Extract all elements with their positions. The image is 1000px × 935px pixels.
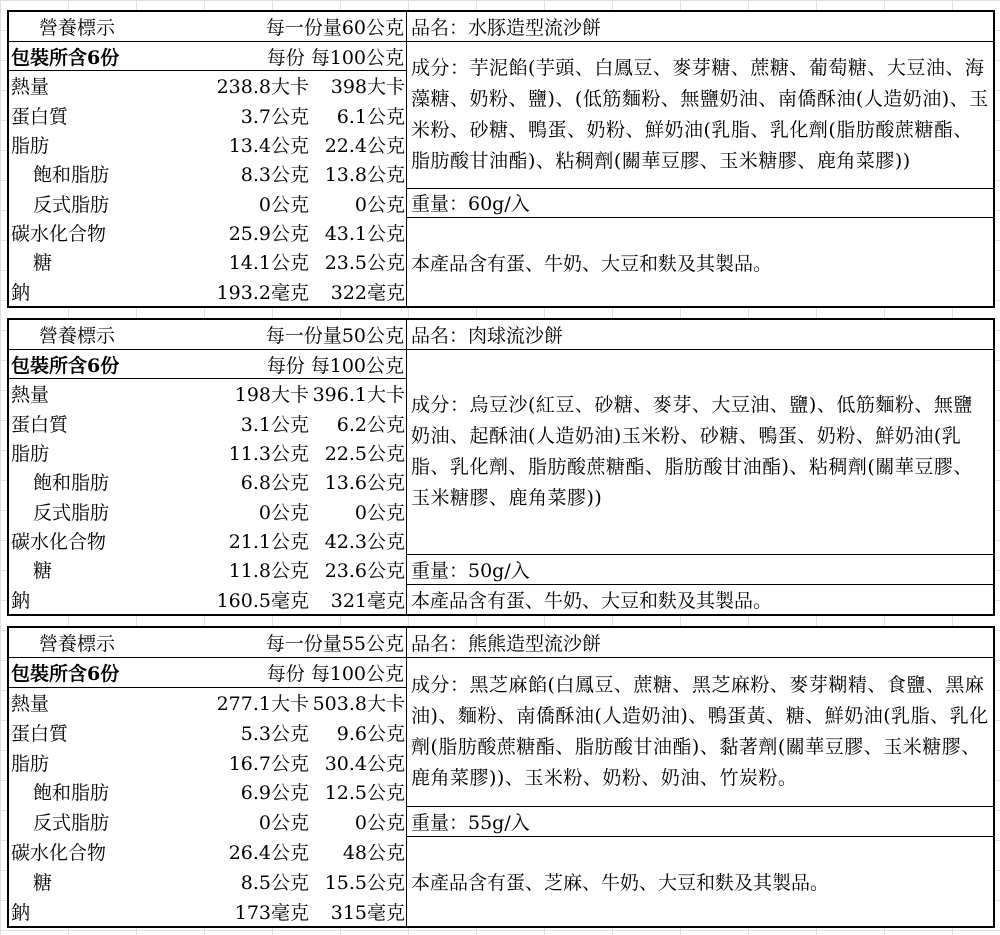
nutrient-per-100g: 315毫克 — [330, 901, 405, 924]
nutrient-per-serving: 6.9公克 — [240, 782, 309, 805]
serving-size: 每一份量55公克 — [265, 633, 404, 655]
label-grid — [9, 12, 993, 306]
per-serving-per-100g: 每份 每100公克 — [266, 354, 404, 377]
nutrient-per-100g: 23.5公克 — [324, 252, 405, 275]
product-name: 品名：肉球流沙餅 — [407, 320, 993, 350]
nutrient-label: 碳水化合物 — [11, 531, 107, 554]
nutrition-header-row — [9, 320, 407, 350]
nutrient-per-100g: 9.6公克 — [336, 722, 405, 745]
nutrient-per-100g: 321毫克 — [330, 589, 405, 612]
nutrient-row — [9, 159, 407, 188]
nutrient-row — [9, 718, 407, 748]
nutrient-per-100g: 43.1公克 — [324, 223, 405, 246]
nutrient-row — [9, 218, 407, 247]
nutrient-per-serving: 5.3公克 — [240, 722, 309, 745]
nutrient-label: 蛋白質 — [11, 413, 69, 436]
nutrient-row — [9, 379, 407, 408]
nutrient-per-100g: 22.5公克 — [324, 443, 405, 466]
nutrient-row — [9, 837, 407, 867]
nutrient-per-serving: 11.8公克 — [228, 560, 309, 583]
nutrient-per-100g: 15.5公克 — [324, 871, 405, 894]
nutrient-per-serving: 13.4公克 — [228, 135, 309, 158]
nutrient-per-100g: 0公克 — [354, 812, 405, 835]
nutrient-row — [9, 555, 407, 584]
nutrient-label: 反式脂肪 — [33, 501, 110, 524]
nutrient-per-100g: 23.6公克 — [324, 560, 405, 583]
ingredients-text: 成分：芋泥餡(芋頭、白鳳豆、麥芽糖、蔗糖、葡萄糖、大豆油、海藻糖、奶粉、鹽)、(低筋麵粉、無鹽奶油、南僑酥油(人造奶油)、玉米粉、砂糖、鴨蛋、奶粉、鮮奶油(乳脂、乳化劑(脂肪酸蔗糖酯、脂肪酸甘油酯)、粘稠劑(關華豆膠、玉米糖膠、鹿角菜膠)) — [407, 42, 993, 189]
nutrition-label-block — [7, 626, 995, 928]
nutrient-per-serving: 8.5公克 — [240, 871, 309, 894]
nutrient-per-serving: 6.8公克 — [240, 472, 309, 495]
package-servings-row — [9, 350, 407, 379]
package-servings-row — [9, 658, 407, 688]
nutrient-label: 蛋白質 — [11, 722, 69, 745]
nutrient-label: 脂肪 — [11, 443, 50, 466]
nutrient-label: 熱量 — [11, 693, 50, 716]
nutrient-per-serving: 21.1公克 — [228, 531, 309, 554]
nutrient-row — [9, 277, 407, 306]
nutrient-label: 反式脂肪 — [33, 193, 110, 216]
nutrient-label: 鈉 — [11, 901, 31, 924]
label-grid — [9, 320, 993, 614]
nutrition-title: 營養標示 — [39, 325, 116, 347]
nutrition-header-row — [9, 628, 407, 658]
nutrient-label: 糖 — [33, 560, 53, 583]
nutrient-row — [9, 130, 407, 159]
nutrient-per-100g: 396.1大卡 — [312, 384, 405, 407]
nutrient-row — [9, 747, 407, 777]
nutrient-per-serving: 14.1公克 — [228, 252, 309, 275]
nutrient-per-serving: 277.1大卡 — [216, 693, 309, 716]
nutrient-per-100g: 503.8大卡 — [312, 693, 405, 716]
nutrient-row — [9, 71, 407, 100]
per-serving-per-100g: 每份 每100公克 — [266, 662, 404, 685]
nutrient-per-100g: 30.4公克 — [324, 752, 405, 775]
product-name: 品名：水豚造型流沙餅 — [407, 12, 993, 42]
nutrient-row — [9, 896, 407, 926]
nutrient-per-100g: 6.2公克 — [336, 413, 405, 436]
nutrient-row — [9, 688, 407, 718]
ingredients-text: 成分：黑芝麻餡(白鳳豆、蔗糖、黑芝麻粉、麥芽糊精、食鹽、黑麻油)、麵粉、南僑酥油(人造奶油)、鴨蛋黃、糖、鮮奶油(乳脂、乳化劑(脂肪酸蔗糖酯、脂肪酸甘油酯)、黏著劑(關華豆膠、玉米糖膠、鹿角菜膠))、玉米粉、奶粉、奶油、竹炭粉。 — [407, 658, 993, 807]
nutrition-label-block — [7, 318, 995, 616]
allergen-statement: 本產品含有蛋、牛奶、大豆和麩及其製品。 — [411, 589, 773, 612]
nutrition-label-block — [7, 10, 995, 308]
nutrient-label: 脂肪 — [11, 135, 50, 158]
nutrient-per-serving: 0公克 — [258, 812, 309, 835]
nutrient-per-100g: 0公克 — [354, 193, 405, 216]
nutrient-label: 飽和脂肪 — [33, 472, 110, 495]
nutrient-per-serving: 11.3公克 — [228, 443, 309, 466]
nutrient-label: 熱量 — [11, 384, 50, 407]
nutrient-row — [9, 189, 407, 218]
nutrient-label: 糖 — [33, 871, 53, 894]
net-weight: 重量：50g/入 — [407, 555, 993, 584]
nutrient-per-serving: 8.3公克 — [240, 164, 309, 187]
nutrition-header-row — [9, 12, 407, 42]
nutrient-row — [9, 247, 407, 276]
nutrient-label: 熱量 — [11, 76, 50, 99]
nutrient-per-100g: 48公克 — [342, 842, 405, 865]
nutrient-per-serving: 198大卡 — [234, 384, 309, 407]
net-weight: 重量：60g/入 — [407, 189, 993, 218]
nutrient-per-100g: 398大卡 — [330, 76, 405, 99]
nutrient-row — [9, 438, 407, 467]
nutrition-title: 營養標示 — [39, 17, 116, 39]
nutrient-per-serving: 193.2毫克 — [216, 281, 309, 304]
nutrient-per-100g: 13.6公克 — [324, 472, 405, 495]
nutrient-label: 碳水化合物 — [11, 223, 107, 246]
net-weight: 重量：55g/入 — [407, 807, 993, 837]
nutrient-row — [9, 866, 407, 896]
nutrient-label: 蛋白質 — [11, 105, 69, 128]
serving-size: 每一份量60公克 — [265, 17, 404, 39]
package-servings: 包裝所含6份 — [11, 354, 120, 377]
nutrition-title: 營養標示 — [39, 633, 116, 655]
nutrient-per-serving: 3.7公克 — [240, 105, 309, 128]
nutrient-per-serving: 173毫克 — [234, 901, 309, 924]
nutrient-row — [9, 526, 407, 555]
nutrient-row — [9, 777, 407, 807]
nutrient-per-100g: 12.5公克 — [324, 782, 405, 805]
nutrient-per-serving: 238.8大卡 — [216, 76, 309, 99]
per-serving-per-100g: 每份 每100公克 — [266, 46, 404, 69]
nutrient-per-100g: 322毫克 — [330, 281, 405, 304]
nutrient-per-100g: 13.8公克 — [324, 164, 405, 187]
nutrient-row — [9, 101, 407, 130]
label-grid — [9, 628, 993, 926]
nutrient-per-serving: 16.7公克 — [228, 752, 309, 775]
nutrient-per-serving: 160.5毫克 — [216, 589, 309, 612]
package-servings-row — [9, 42, 407, 71]
nutrient-label: 鈉 — [11, 281, 31, 304]
nutrient-row — [9, 807, 407, 837]
serving-size: 每一份量50公克 — [265, 325, 404, 347]
nutrient-per-100g: 6.1公克 — [336, 105, 405, 128]
nutrient-per-serving: 26.4公克 — [228, 842, 309, 865]
nutrient-label: 反式脂肪 — [33, 812, 110, 835]
nutrient-row — [9, 497, 407, 526]
ingredients-text: 成分：烏豆沙(紅豆、砂糖、麥芽、大豆油、鹽)、低筋麵粉、無鹽奶油、起酥油(人造奶油)玉米粉、砂糖、鴨蛋、奶粉、鮮奶油(乳脂、乳化劑、脂肪酸蔗糖酯、脂肪酸甘油酯)、粘稠劑(關華豆膠、玉米糖膠、鹿角菜膠)) — [407, 350, 993, 555]
product-name: 品名：熊熊造型流沙餅 — [407, 628, 993, 658]
nutrient-per-100g: 42.3公克 — [324, 531, 405, 554]
nutrient-per-serving: 3.1公克 — [240, 413, 309, 436]
nutrient-label: 脂肪 — [11, 752, 50, 775]
package-servings: 包裝所含6份 — [11, 662, 120, 685]
nutrient-per-100g: 0公克 — [354, 501, 405, 524]
nutrient-label: 飽和脂肪 — [33, 782, 110, 805]
nutrient-row — [9, 467, 407, 496]
allergen-statement: 本產品含有蛋、芝麻、牛奶、大豆和麩及其製品。 — [411, 871, 830, 894]
allergen-statement: 本產品含有蛋、牛奶、大豆和麩及其製品。 — [411, 252, 773, 275]
nutrient-row — [9, 585, 407, 614]
package-servings: 包裝所含6份 — [11, 46, 120, 69]
nutrient-per-serving: 25.9公克 — [228, 223, 309, 246]
nutrient-per-100g: 22.4公克 — [324, 135, 405, 158]
nutrient-per-serving: 0公克 — [258, 193, 309, 216]
nutrient-per-serving: 0公克 — [258, 501, 309, 524]
nutrient-label: 糖 — [33, 252, 53, 275]
nutrient-label: 鈉 — [11, 589, 31, 612]
nutrient-label: 碳水化合物 — [11, 842, 107, 865]
nutrient-row — [9, 409, 407, 438]
nutrient-label: 飽和脂肪 — [33, 164, 110, 187]
